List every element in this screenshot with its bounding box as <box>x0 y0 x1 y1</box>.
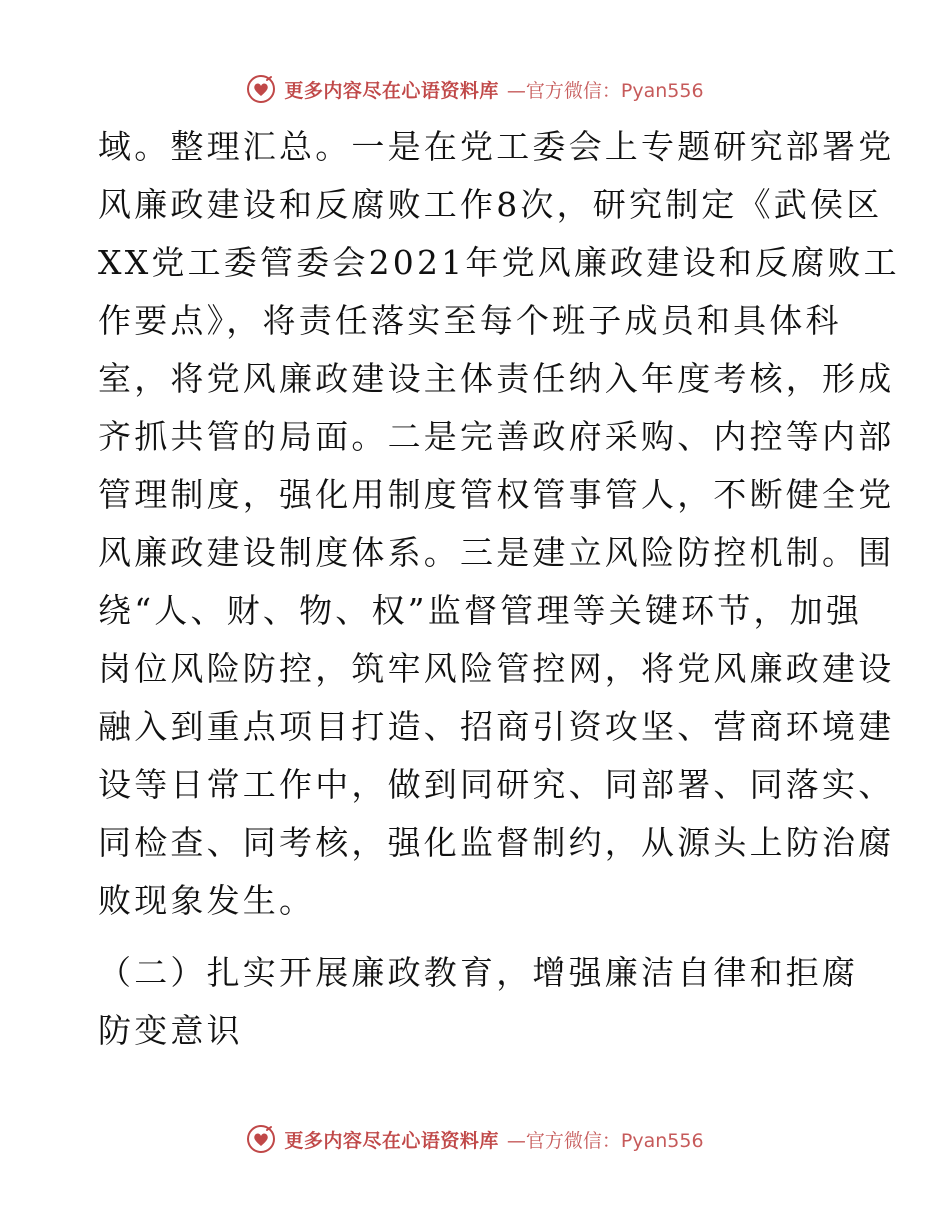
watermark-footer <box>0 1124 950 1154</box>
paragraph-line: 作要点》，将责任落实至每个班子成员和具体科 <box>98 301 842 340</box>
paragraph-line: 风廉政建设制度体系。三是建立风险防控机制。围 <box>98 533 895 572</box>
watermark-contact-text: —官方微信：Pyan556 <box>506 1129 704 1152</box>
heading-line: （二）扎实开展廉政教育，增强廉洁自律和拒腐 <box>98 953 859 992</box>
paragraph-line: 绕“人、财、物、权”监督管理等关键环节，加强 <box>98 591 863 630</box>
heart-pen-logo-icon <box>246 1124 276 1154</box>
heading-line: 防变意识 <box>98 1011 243 1050</box>
paragraph-line: 败现象发生。 <box>98 881 316 920</box>
paragraph-line: 设等日常工作中，做到同研究、同部署、同落实、 <box>98 765 895 804</box>
heart-pen-logo-icon <box>246 74 276 104</box>
paragraph-line: 风廉政建设和反腐败工作8次，研究制定《武侯区 <box>98 185 883 224</box>
paragraph-line: 融入到重点项目打造、招商引资攻坚、营商环境建 <box>98 707 895 746</box>
paragraph-line: 岗位风险防控，筑牢风险管控网，将党风廉政建设 <box>98 649 895 688</box>
watermark-brand-text: 更多内容尽在心语资料库 <box>284 1129 499 1152</box>
section-heading <box>98 944 858 1060</box>
paragraph-line: 齐抓共管的局面。二是完善政府采购、内控等内部 <box>98 417 895 456</box>
paragraph-line: 管理制度，强化用制度管权管事管人，不断健全党 <box>98 475 895 514</box>
watermark-contact-text: —官方微信：Pyan556 <box>506 79 704 102</box>
watermark-header <box>0 74 950 104</box>
body-paragraph <box>98 118 900 930</box>
paragraph-line: 同检查、同考核，强化监督制约，从源头上防治腐 <box>98 823 895 862</box>
paragraph-line: 室，将党风廉政建设主体责任纳入年度考核，形成 <box>98 359 895 398</box>
watermark-brand-text: 更多内容尽在心语资料库 <box>284 79 499 102</box>
paragraph-line: XX党工委管委会2021年党风廉政建设和反腐败工 <box>98 243 900 282</box>
paragraph-line: 域。整理汇总。一是在党工委会上专题研究部署党 <box>98 127 895 166</box>
document-body <box>98 118 900 1060</box>
